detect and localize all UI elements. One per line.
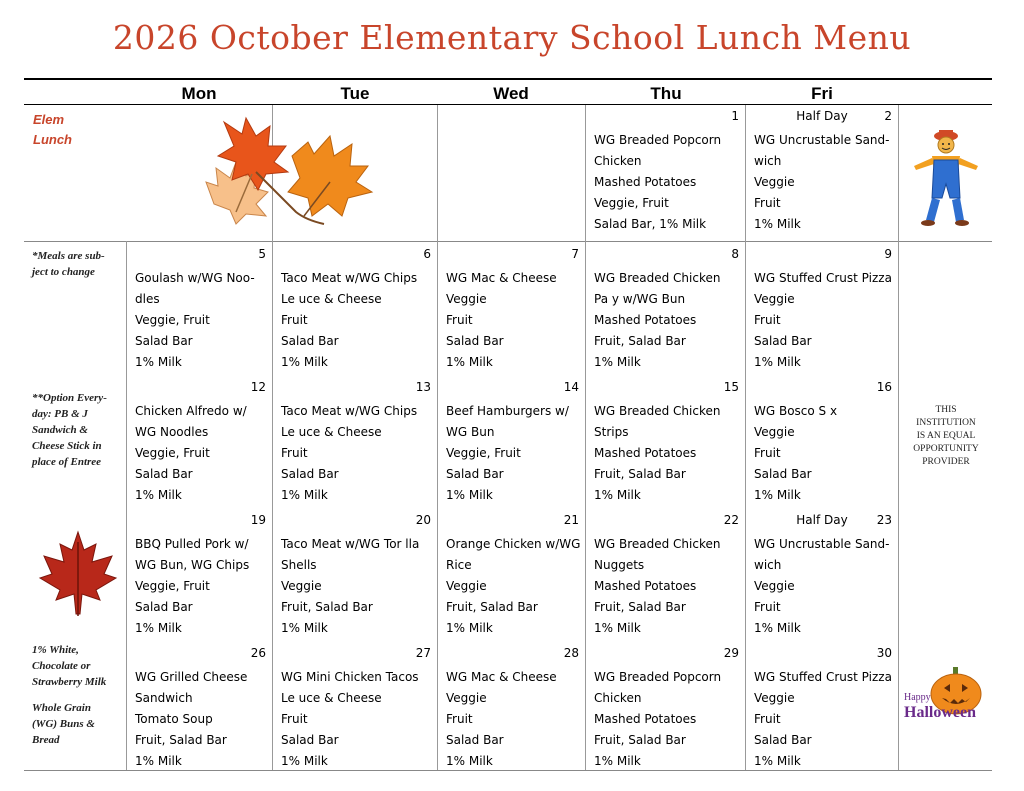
menu-items xyxy=(281,534,419,639)
menu-cell xyxy=(746,110,898,235)
menu-item-line: Le uce & Cheese xyxy=(281,292,382,306)
menu-item-line: Veggie xyxy=(754,425,795,439)
menu-item-line: Fruit xyxy=(754,600,781,614)
menu-item-line: Fruit, Salad Bar xyxy=(446,600,538,614)
menu-items xyxy=(135,534,249,639)
menu-item-line: 1% Milk xyxy=(594,355,641,369)
menu-item-line: Fruit xyxy=(281,712,308,726)
menu-item-line: WG Breaded Chicken xyxy=(594,537,721,551)
menu-item-line: Mashed Potatoes xyxy=(594,579,697,593)
statement-line: OPPORTUNITY xyxy=(913,444,979,454)
menu-item-line: WG Breaded Popcorn xyxy=(594,670,722,684)
menu-cell xyxy=(127,381,272,506)
menu-item-line: Mashed Potatoes xyxy=(594,175,697,189)
menu-items xyxy=(594,268,720,373)
menu-item-line: WG Bosco S x xyxy=(754,404,838,418)
menu-item-line: Shells xyxy=(281,558,317,572)
menu-item-line: Fruit, Salad Bar xyxy=(594,334,686,348)
menu-item-line: Chicken xyxy=(594,154,642,168)
menu-items xyxy=(754,130,890,235)
date-number: 9 xyxy=(884,247,892,261)
equal-opportunity-statement xyxy=(902,404,990,469)
date-number: 13 xyxy=(415,380,431,394)
date-number: 8 xyxy=(731,247,739,261)
note-line: Chocolate or xyxy=(32,660,91,672)
note-meals-change xyxy=(32,248,105,280)
menu-items xyxy=(135,268,255,373)
elem-label-line: Elem xyxy=(33,112,65,127)
halloween-text: Halloween xyxy=(904,704,976,721)
date-number: 12 xyxy=(250,380,266,394)
menu-item-line: Salad Bar xyxy=(135,334,193,348)
date-number: 29 xyxy=(723,646,739,660)
menu-item-line: 1% Milk xyxy=(135,621,182,635)
menu-item-line: WG Mac & Cheese xyxy=(446,670,557,684)
menu-cell xyxy=(586,381,745,506)
menu-item-line: 1% Milk xyxy=(594,754,641,768)
menu-item-line: wich xyxy=(754,154,782,168)
menu-item-line: Veggie xyxy=(754,175,795,189)
menu-items xyxy=(754,667,892,772)
note-line: Strawberry Milk xyxy=(32,676,107,688)
date-number: 23 xyxy=(876,513,892,527)
menu-cell xyxy=(586,248,745,373)
menu-item-line: Veggie xyxy=(446,691,487,705)
menu-item-line: 1% Milk xyxy=(281,621,328,635)
menu-cell xyxy=(586,647,745,772)
menu-item-line: WG Stuffed Crust Pizza xyxy=(754,271,892,285)
half-day-label: Half Day xyxy=(796,513,848,527)
menu-item-line: Tomato Soup xyxy=(135,712,213,726)
elem-label-line: Lunch xyxy=(33,132,72,147)
menu-item-line: Fruit, Salad Bar xyxy=(281,600,373,614)
menu-cell xyxy=(438,248,585,373)
menu-item-line: Mashed Potatoes xyxy=(594,712,697,726)
menu-item-line: Salad Bar xyxy=(754,334,812,348)
menu-item-line: 1% Milk xyxy=(135,754,182,768)
divider-fri-right xyxy=(898,105,899,770)
date-number: 7 xyxy=(571,247,579,261)
statement-line: IS AN EQUAL xyxy=(916,431,976,441)
page-title: 2026 October Elementary School Lunch Menu xyxy=(112,18,912,57)
menu-item-line: Salad Bar xyxy=(446,467,504,481)
note-line: place of Entree xyxy=(32,456,102,468)
menu-cell xyxy=(273,514,437,639)
menu-items xyxy=(446,667,557,772)
menu-item-line: 1% Milk xyxy=(754,217,801,231)
menu-item-line: Salad Bar xyxy=(754,467,812,481)
menu-item-line: Fruit xyxy=(446,313,473,327)
menu-item-line: Chicken Alfredo w/ xyxy=(135,404,247,418)
menu-item-line: Taco Meat w/WG Chips xyxy=(281,404,418,418)
menu-cell xyxy=(746,514,898,639)
menu-item-line: Taco Meat w/WG Chips xyxy=(281,271,418,285)
menu-item-line: 1% Milk xyxy=(594,488,641,502)
menu-cell xyxy=(438,381,585,506)
menu-item-line: WG Uncrustable Sand- xyxy=(754,133,890,147)
note-line: ject to change xyxy=(32,266,95,278)
menu-item-line: Salad Bar xyxy=(135,600,193,614)
statement-line: INSTITUTION xyxy=(916,418,976,428)
date-number: 1 xyxy=(731,109,739,123)
note-line: Bread xyxy=(32,734,60,746)
menu-item-line: dles xyxy=(135,292,160,306)
menu-cell xyxy=(438,647,585,772)
menu-item-line: WG Bun, WG Chips xyxy=(135,558,250,572)
menu-cell xyxy=(586,514,745,639)
menu-item-line: 1% Milk xyxy=(754,754,801,768)
menu-item-line: Fruit, Salad Bar xyxy=(594,733,686,747)
menu-item-line: WG Breaded Popcorn xyxy=(594,133,722,147)
menu-item-line: Veggie, Fruit xyxy=(135,446,210,460)
menu-item-line: Mashed Potatoes xyxy=(594,446,697,460)
menu-items xyxy=(281,667,419,772)
menu-cell xyxy=(746,381,898,506)
menu-item-line: Salad Bar xyxy=(135,467,193,481)
date-number: 15 xyxy=(723,380,739,394)
menu-item-line: WG Bun xyxy=(446,425,495,439)
menu-item-line: Salad Bar xyxy=(281,733,339,747)
date-number: 30 xyxy=(876,646,892,660)
menu-item-line: WG Grilled Cheese xyxy=(135,670,248,684)
menu-items xyxy=(281,401,417,506)
menu-item-line: Chicken xyxy=(594,691,642,705)
note-whole-grain xyxy=(32,700,95,748)
menu-item-line: 1% Milk xyxy=(281,754,328,768)
menu-items xyxy=(754,401,837,506)
date-number: 28 xyxy=(563,646,579,660)
menu-item-line: Mashed Potatoes xyxy=(594,313,697,327)
autumn-leaves-illustration xyxy=(196,112,382,230)
menu-item-line: Fruit xyxy=(446,712,473,726)
menu-items xyxy=(446,268,557,373)
menu-item-line: 1% Milk xyxy=(446,488,493,502)
menu-item-line: 1% Milk xyxy=(754,621,801,635)
menu-item-line: WG Mini Chicken Tacos xyxy=(281,670,419,684)
menu-item-line: Rice xyxy=(446,558,472,572)
date-number: 20 xyxy=(415,513,431,527)
menu-item-line: WG Stuffed Crust Pizza xyxy=(754,670,892,684)
menu-item-line: 1% Milk xyxy=(135,355,182,369)
menu-items xyxy=(594,667,721,772)
menu-cell xyxy=(586,110,745,235)
menu-item-line: Pa y w/WG Bun xyxy=(594,292,686,306)
menu-item-line: Le uce & Cheese xyxy=(281,425,382,439)
note-line: (WG) Buns & xyxy=(32,718,95,730)
day-header-fri: Fri xyxy=(811,84,833,103)
menu-item-line: Nuggets xyxy=(594,558,645,572)
menu-items xyxy=(594,534,720,639)
scarecrow-illustration xyxy=(906,128,986,230)
menu-item-line: wich xyxy=(754,558,782,572)
header-bottom-rule xyxy=(24,104,992,105)
menu-item-line: Fruit, Salad Bar xyxy=(135,733,227,747)
note-line: Cheese Stick in xyxy=(32,440,102,452)
menu-item-line: Fruit xyxy=(281,313,308,327)
menu-items xyxy=(281,268,417,373)
menu-item-line: WG Mac & Cheese xyxy=(446,271,557,285)
menu-item-line: WG Breaded Chicken xyxy=(594,404,721,418)
menu-items xyxy=(135,667,247,772)
menu-items xyxy=(446,401,569,506)
menu-item-line: Veggie xyxy=(754,579,795,593)
menu-item-line: Fruit xyxy=(754,313,781,327)
menu-item-line: Fruit, Salad Bar xyxy=(594,600,686,614)
menu-cell xyxy=(273,647,437,772)
menu-item-line: Fruit xyxy=(754,196,781,210)
menu-item-line: Le uce & Cheese xyxy=(281,691,382,705)
note-milk-options xyxy=(32,642,106,690)
note-line: Sandwich & xyxy=(32,424,88,436)
menu-item-line: Fruit, Salad Bar xyxy=(594,467,686,481)
menu-cell xyxy=(438,514,585,639)
menu-item-line: 1% Milk xyxy=(446,754,493,768)
menu-item-line: WG Noodles xyxy=(135,425,209,439)
menu-items xyxy=(135,401,247,506)
elem-lunch-label xyxy=(33,110,72,150)
menu-item-line: Veggie xyxy=(281,579,322,593)
menu-item-line: 1% Milk xyxy=(446,355,493,369)
menu-item-line: 1% Milk xyxy=(754,488,801,502)
day-header-tue: Tue xyxy=(340,84,370,103)
day-header-mon: Mon xyxy=(181,84,217,103)
maple-leaf-illustration xyxy=(38,530,118,620)
day-header-thu: Thu xyxy=(650,84,682,103)
menu-cell xyxy=(273,248,437,373)
date-number: 22 xyxy=(723,513,739,527)
menu-item-line: Salad Bar, 1% Milk xyxy=(594,217,707,231)
menu-item-line: Veggie xyxy=(754,691,795,705)
menu-item-line: BBQ Pulled Pork w/ xyxy=(135,537,249,551)
menu-item-line: Salad Bar xyxy=(281,467,339,481)
date-number: 5 xyxy=(258,247,266,261)
menu-item-line: Veggie xyxy=(446,292,487,306)
menu-item-line: Salad Bar xyxy=(446,334,504,348)
date-number: 16 xyxy=(876,380,892,394)
menu-cell xyxy=(127,514,272,639)
note-line: day: PB & J xyxy=(32,408,88,420)
menu-item-line: Salad Bar xyxy=(754,733,812,747)
note-line: **Option Every- xyxy=(32,392,107,404)
menu-item-line: Salad Bar xyxy=(281,334,339,348)
menu-item-line: Veggie, Fruit xyxy=(135,313,210,327)
date-number: 14 xyxy=(563,380,579,394)
menu-items xyxy=(754,268,892,373)
menu-item-line: 1% Milk xyxy=(594,621,641,635)
menu-cell xyxy=(127,248,272,373)
menu-items xyxy=(594,130,721,235)
menu-item-line: WG Breaded Chicken xyxy=(594,271,721,285)
menu-item-line: 1% Milk xyxy=(281,488,328,502)
menu-item-line: Fruit xyxy=(754,712,781,726)
menu-item-line: Orange Chicken w/WG xyxy=(446,537,581,551)
menu-cell xyxy=(273,381,437,506)
header-top-rule xyxy=(24,78,992,80)
menu-items xyxy=(594,401,720,506)
menu-item-line: Sandwich xyxy=(135,691,193,705)
menu-item-line: Beef Hamburgers w/ xyxy=(446,404,569,418)
menu-item-line: Veggie, Fruit xyxy=(446,446,521,460)
half-day-label: Half Day xyxy=(796,109,848,123)
menu-item-line: 1% Milk xyxy=(754,355,801,369)
menu-item-line: Fruit xyxy=(754,446,781,460)
date-number: 19 xyxy=(250,513,266,527)
menu-items xyxy=(446,534,580,639)
menu-item-line: Veggie xyxy=(754,292,795,306)
date-number: 6 xyxy=(423,247,431,261)
menu-item-line: Veggie, Fruit xyxy=(594,196,669,210)
note-option-everyday xyxy=(32,390,107,470)
menu-item-line: 1% Milk xyxy=(281,355,328,369)
statement-line: PROVIDER xyxy=(922,457,970,467)
menu-item-line: Fruit xyxy=(281,446,308,460)
menu-item-line: Veggie xyxy=(446,579,487,593)
happy-halloween-graphic xyxy=(904,666,988,732)
date-number: 21 xyxy=(563,513,579,527)
week1-bottom-rule xyxy=(24,241,992,242)
menu-item-line: Taco Meat w/WG Tor lla xyxy=(281,537,420,551)
menu-cell xyxy=(746,647,898,772)
menu-cell xyxy=(127,647,272,772)
menu-items xyxy=(754,534,890,639)
date-number: 26 xyxy=(250,646,266,660)
date-number: 27 xyxy=(415,646,431,660)
day-header-wed: Wed xyxy=(493,84,529,103)
halloween-happy-text: Happy xyxy=(904,692,931,703)
menu-cell xyxy=(746,248,898,373)
menu-item-line: Veggie, Fruit xyxy=(135,579,210,593)
note-line: 1% White, xyxy=(32,644,79,656)
statement-line: THIS xyxy=(935,405,957,415)
menu-item-line: 1% Milk xyxy=(446,621,493,635)
menu-item-line: WG Uncrustable Sand- xyxy=(754,537,890,551)
menu-item-line: 1% Milk xyxy=(135,488,182,502)
note-line: Whole Grain xyxy=(32,702,91,714)
date-number: 2 xyxy=(884,109,892,123)
menu-item-line: Strips xyxy=(594,425,629,439)
menu-item-line: Goulash w/WG Noo- xyxy=(135,271,255,285)
menu-item-line: Salad Bar xyxy=(446,733,504,747)
note-line: *Meals are sub- xyxy=(32,250,105,262)
